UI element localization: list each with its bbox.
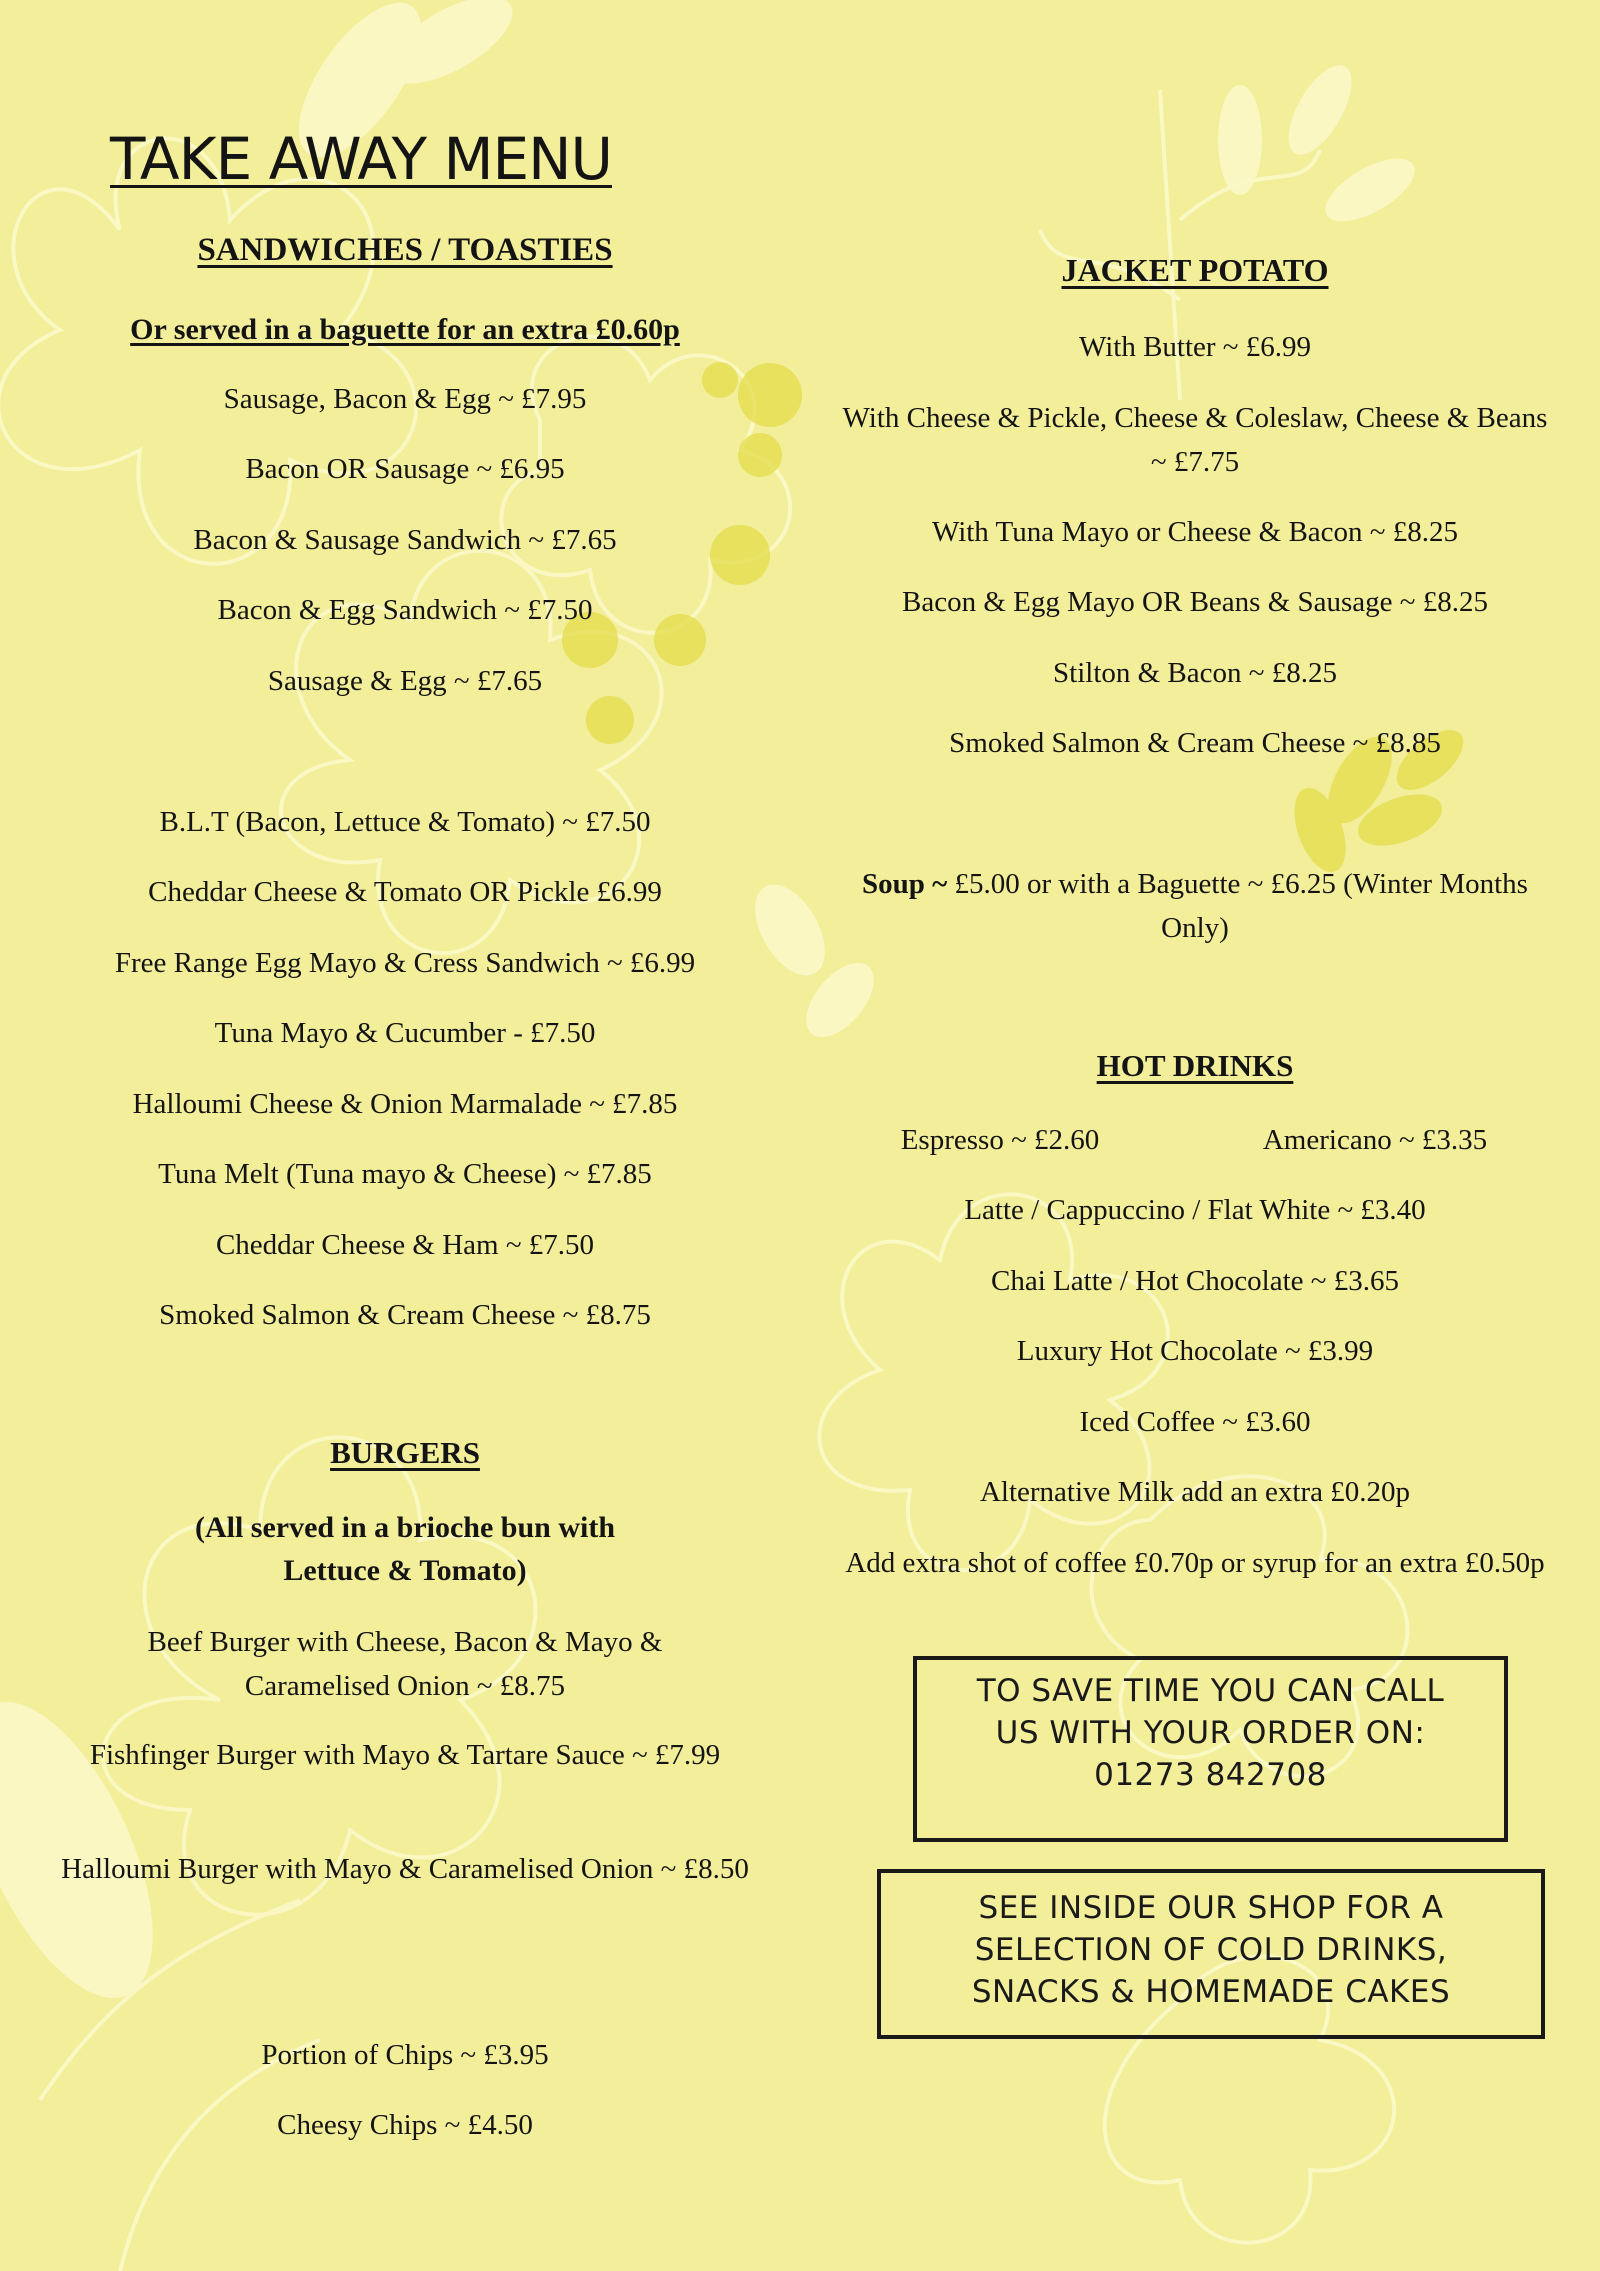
menu-title: TAKE AWAY MENU — [110, 125, 612, 193]
jacket-item: With Tuna Mayo or Cheese & Bacon ~ £8.25 — [931, 516, 1458, 548]
call-order-notice — [913, 1656, 1508, 1842]
side-item: Cheesy Chips ~ £4.50 — [277, 2109, 533, 2141]
espresso-item: Espresso ~ £2.60 — [900, 1124, 1100, 1156]
shop-selection-notice — [877, 1869, 1545, 2039]
hot-drink-item: Chai Latte / Hot Chocolate ~ £3.65 — [991, 1265, 1399, 1297]
sandwich-item: Tuna Melt (Tuna mayo & Cheese) ~ £7.85 — [158, 1158, 652, 1190]
sandwiches-heading: SANDWICHES / TOASTIES — [197, 232, 613, 268]
americano-item: Americano ~ £3.35 — [1262, 1124, 1488, 1156]
soup-label: Soup ~ — [862, 868, 948, 900]
hot-drink-item: Latte / Cappuccino / Flat White ~ £3.40 — [964, 1194, 1426, 1226]
sandwich-item: Sausage & Egg ~ £7.65 — [267, 665, 543, 697]
jacket-item: Smoked Salmon & Cream Cheese ~ £8.85 — [949, 727, 1441, 759]
sandwich-item: Smoked Salmon & Cream Cheese ~ £8.75 — [159, 1299, 651, 1331]
shop-notice-line: SNACKS & HOMEMADE CAKES — [971, 1974, 1451, 2010]
burgers-note — [40, 1506, 770, 1592]
sandwich-item: Bacon & Egg Sandwich ~ £7.50 — [217, 594, 593, 626]
soup-text: £5.00 or with a Baguette ~ £6.25 (Winter Months Only) — [947, 868, 1528, 944]
burger-item: Fishfinger Burger with Mayo & Tartare Sauce ~ £7.99 — [89, 1739, 721, 1771]
jacket-item: Stilton & Bacon ~ £8.25 — [1053, 657, 1337, 689]
sandwich-item: Sausage, Bacon & Egg ~ £7.95 — [223, 383, 587, 415]
burgers-note-line: (All served in a brioche bun with — [194, 1511, 616, 1544]
sandwich-item: Halloumi Cheese & Onion Marmalade ~ £7.85 — [132, 1088, 678, 1120]
burger-item: Beef Burger with Cheese, Bacon & Mayo & Caramelised Onion ~ £8.75 — [147, 1626, 663, 1702]
call-notice-line: US WITH YOUR ORDER ON: — [995, 1715, 1426, 1751]
hot-drink-item: Alternative Milk add an extra £0.20p — [979, 1476, 1411, 1508]
baguette-note: Or served in a baguette for an extra £0.60p — [130, 313, 680, 346]
hot-drink-item: Add extra shot of coffee £0.70p or syrup for an extra £0.50p — [845, 1547, 1545, 1579]
hot-drinks-heading: HOT DRINKS — [1096, 1048, 1294, 1083]
shop-notice-line: SELECTION OF COLD DRINKS, — [974, 1932, 1448, 1968]
jacket-item: Bacon & Egg Mayo OR Beans & Sausage ~ £8.25 — [902, 586, 1488, 618]
burgers-note-line: Lettuce & Tomato) — [283, 1554, 527, 1587]
sandwich-item: B.L.T (Bacon, Lettuce & Tomato) ~ £7.50 — [159, 806, 651, 838]
jacket-potato-heading: JACKET POTATO — [1061, 252, 1329, 288]
burgers-heading: BURGERS — [330, 1435, 480, 1470]
sandwich-item: Cheddar Cheese & Tomato OR Pickle £6.99 — [148, 876, 662, 908]
jacket-item: With Butter ~ £6.99 — [1079, 331, 1311, 363]
call-notice-line: TO SAVE TIME YOU CAN CALL — [976, 1673, 1445, 1709]
sandwich-item: Bacon & Sausage Sandwich ~ £7.65 — [193, 524, 617, 556]
burger-item: Halloumi Burger with Mayo & Caramelised Onion ~ £8.50 — [61, 1853, 749, 1885]
shop-notice-line: SEE INSIDE OUR SHOP FOR A — [978, 1890, 1444, 1926]
sandwich-item: Cheddar Cheese & Ham ~ £7.50 — [215, 1229, 595, 1261]
sandwich-item: Bacon OR Sausage ~ £6.95 — [245, 453, 565, 485]
hot-drink-item: Iced Coffee ~ £3.60 — [1079, 1406, 1311, 1438]
sandwich-item: Tuna Mayo & Cucumber - £7.50 — [214, 1017, 596, 1049]
hot-drink-item: Luxury Hot Chocolate ~ £3.99 — [1016, 1335, 1374, 1367]
phone-number: 01273 842708 — [1094, 1757, 1327, 1793]
soup-item — [845, 862, 1545, 950]
side-item: Portion of Chips ~ £3.95 — [261, 2039, 549, 2071]
jacket-item: With Cheese & Pickle, Cheese & Coleslaw, Cheese & Beans ~ £7.75 — [842, 402, 1548, 478]
sandwich-item: Free Range Egg Mayo & Cress Sandwich ~ £6.99 — [114, 947, 696, 979]
